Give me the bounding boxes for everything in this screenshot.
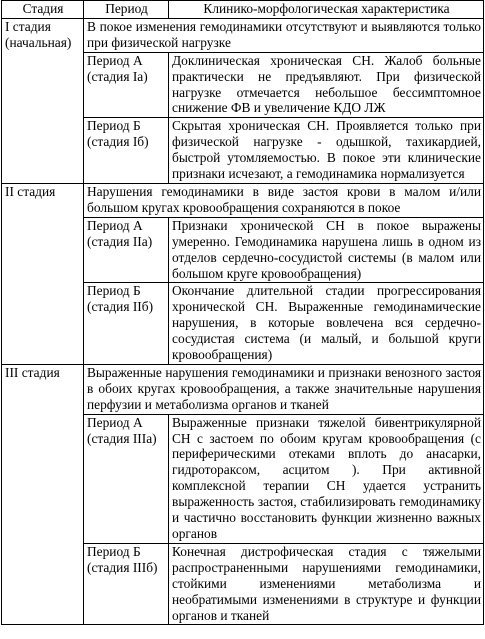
period-name: Период Б (стадия IIIб) (84, 543, 169, 625)
period-description: Окончание длительной стадии прогрессирования хронической СН. Выраженные гемодинамические нарушения, в которые вовлечена вся сердечно-сосудистая система (и малый, и большой круги кровообращения) (169, 283, 484, 365)
stage-row (2, 18, 484, 52)
stage-row (2, 364, 484, 414)
period-name: Период А (стадия Iа) (84, 52, 169, 118)
stage-name: I стадия (начальная) (2, 18, 84, 183)
period-description: Признаки хронической СН в покое выражены умеренно. Гемодинамика нарушена лишь в одном из отделов сердечно-сосудистой системы (в малом или большом круге кровообращения) (169, 217, 484, 283)
heart-failure-stages-table (1, 0, 484, 625)
period-description: Выраженные признаки тяжелой бивентрикулярной СН с застоем по обоим кругам кровообращения (с периферическими отеками вплоть до анасарки, гидротораксом, асцитом ). При активной комплексной терапии СН удается устранить выраженность застоя, стабилизировать гемодинамику и частично восстановить функции жизненно важных органов (169, 414, 484, 543)
header-period: Период (84, 1, 169, 19)
stage-row (2, 183, 484, 217)
stage-summary: Нарушения гемодинамики в виде застоя крови в малом и/или большом кругах кровообращения сохраняются в покое (84, 183, 484, 217)
period-name: Период Б (стадия IIб) (84, 283, 169, 365)
period-name: Период Б (стадия Iб) (84, 118, 169, 184)
period-name: Период А (стадия IIа) (84, 217, 169, 283)
header-characteristic: Клинико-морфологическая характеристика (169, 1, 484, 19)
table-header-row (2, 1, 484, 19)
header-stage: Стадия (2, 1, 84, 19)
stage-name: III стадия (2, 364, 84, 625)
period-name: Период А (стадия IIIа) (84, 414, 169, 543)
period-description: Доклиническая хроническая СН. Жалоб больные практически не предъявляют. При физической нагрузке отмечается небольшое бессимптомное снижение ФВ и увеличение КДО ЛЖ (169, 52, 484, 118)
period-description: Скрытая хроническая СН. Проявляется только при физической нагрузке - одышкой, тахикардией, быстрой утомляемостью. В покое эти клинические признаки исчезают, а гемодинамика нормализуется (169, 118, 484, 184)
stage-summary: В покое изменения гемодинамики отсутствуют и выявляются только при физической нагрузке (84, 18, 484, 52)
stage-name: II стадия (2, 183, 84, 364)
period-description: Конечная дистрофическая стадия с тяжелыми распространенными нарушениями гемодинамики, стойкими изменениями метаболизма и необратимыми изменениями в структуре и функции органов и тканей (169, 543, 484, 625)
stage-summary: Выраженные нарушения гемодинамики и признаки венозного застоя в обоих кругах кровообращения, а также значительные нарушения перфузии и метаболизма органов и тканей (84, 364, 484, 414)
